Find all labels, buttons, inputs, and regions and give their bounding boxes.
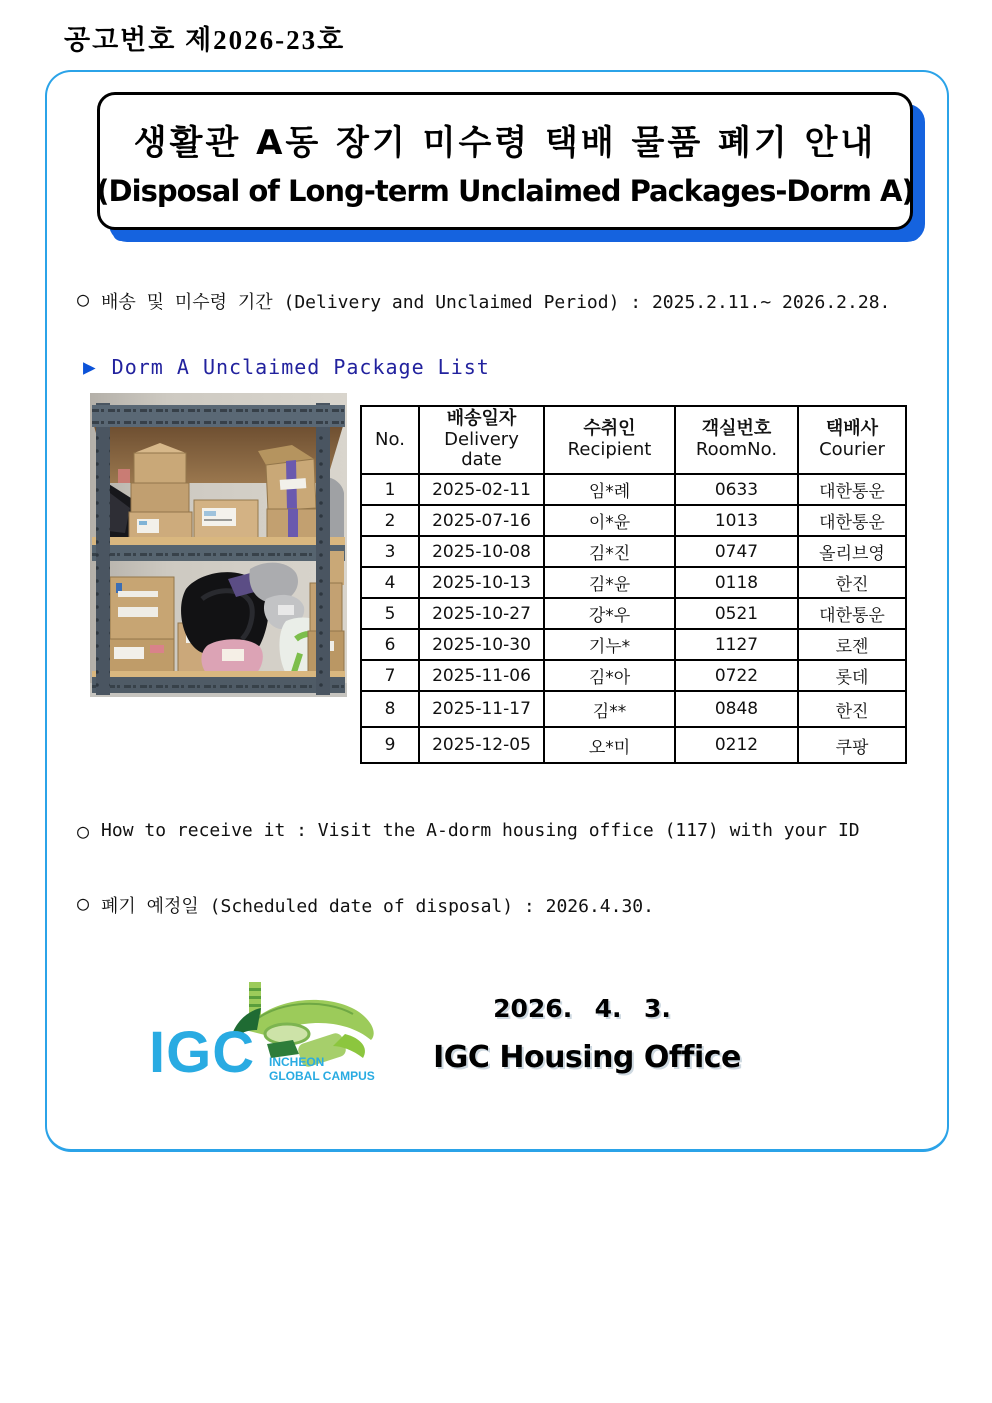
logo-acronym: IGC (149, 1020, 256, 1085)
title-box (97, 92, 913, 230)
cell-no: 8 (361, 691, 419, 727)
cell-room-no: 1013 (675, 505, 798, 536)
cell-delivery-date: 2025-10-08 (419, 536, 544, 567)
cell-delivery-date: 2025-10-27 (419, 598, 544, 629)
cell-recipient: 임*례 (544, 474, 675, 505)
receive-line (77, 820, 860, 842)
table-row (361, 629, 906, 660)
cell-room-no: 0521 (675, 598, 798, 629)
table-row (361, 505, 906, 536)
igc-logo-graphic (149, 978, 389, 1090)
cell-courier: 한진 (798, 567, 906, 598)
table-row (361, 598, 906, 629)
cell-no: 4 (361, 567, 419, 598)
logo-campus-line2: GLOBAL CAMPUS (269, 1069, 375, 1083)
logo-campus-line1: INCHEON (269, 1055, 325, 1069)
table-row (361, 567, 906, 598)
table-row (361, 660, 906, 691)
period-text: 배송 및 미수령 기간 (Delivery and Unclaimed Period) : 2025.2.11.~ 2026.2.28. (101, 292, 891, 313)
cell-room-no: 0747 (675, 536, 798, 567)
cell-room-no: 0118 (675, 567, 798, 598)
circle-bullet-icon: ○ (77, 819, 90, 843)
column-header-courier: 택배사 Courier (798, 406, 906, 474)
cell-delivery-date: 2025-02-11 (419, 474, 544, 505)
cell-delivery-date: 2025-10-13 (419, 567, 544, 598)
column-header-room-no: 객실번호 RoomNo. (675, 406, 798, 474)
cell-no: 9 (361, 727, 419, 763)
cell-courier: 로젠 (798, 629, 906, 660)
package-list-label-line (83, 355, 490, 379)
triangle-bullet-icon: ▶ (83, 355, 96, 379)
cell-recipient: 이*윤 (544, 505, 675, 536)
cell-recipient: 강*우 (544, 598, 675, 629)
package-list-label: Dorm A Unclaimed Package List (111, 355, 490, 379)
table-row (361, 727, 906, 763)
cell-delivery-date: 2025-12-05 (419, 727, 544, 763)
cell-room-no: 1127 (675, 629, 798, 660)
cell-recipient: 김*윤 (544, 567, 675, 598)
packages-photo (90, 393, 347, 697)
cell-no: 7 (361, 660, 419, 691)
document-frame (45, 70, 949, 1152)
cell-room-no: 0212 (675, 727, 798, 763)
footer-office: IGC Housing Office (433, 1040, 741, 1075)
column-header-delivery-date: 배송일자 Delivery date (419, 406, 544, 474)
disposal-text: 폐기 예정일 (Scheduled date of disposal) : 2026.4.30. (101, 896, 654, 917)
cell-no: 3 (361, 536, 419, 567)
receive-text: How to receive it : Visit the A-dorm housing office (117) with your ID (101, 820, 860, 841)
cell-no: 5 (361, 598, 419, 629)
cell-recipient: 오*미 (544, 727, 675, 763)
cell-courier: 대한통운 (798, 598, 906, 629)
table-row (361, 536, 906, 567)
disposal-line (77, 892, 654, 918)
cell-no: 1 (361, 474, 419, 505)
cell-delivery-date: 2025-11-17 (419, 691, 544, 727)
igc-logo (149, 978, 389, 1090)
cell-recipient: 기누* (544, 629, 675, 660)
period-line (77, 288, 890, 314)
notice-number: 공고번호 제2026-23호 (64, 25, 346, 55)
circle-bullet-icon: ○ (77, 287, 90, 311)
table-row (361, 474, 906, 505)
cell-courier: 롯데 (798, 660, 906, 691)
cell-courier: 한진 (798, 691, 906, 727)
cell-courier: 대한통운 (798, 474, 906, 505)
title-korean: 생활관 A동 장기 미수령 택배 물품 폐기 안내 (133, 122, 877, 163)
cell-no: 6 (361, 629, 419, 660)
column-header-no: No. (361, 406, 419, 474)
cell-room-no: 0722 (675, 660, 798, 691)
cell-courier: 올리브영 (798, 536, 906, 567)
cell-no: 2 (361, 505, 419, 536)
table-header-row (361, 406, 906, 474)
cell-recipient: 김*진 (544, 536, 675, 567)
table-row (361, 691, 906, 727)
cell-delivery-date: 2025-07-16 (419, 505, 544, 536)
circle-bullet-icon: ○ (77, 891, 90, 915)
cell-delivery-date: 2025-11-06 (419, 660, 544, 691)
footer-date: 2026. 4. 3. (493, 994, 671, 1023)
title-english: (Disposal of Long-term Unclaimed Packages-Dorm A) (96, 173, 914, 208)
cell-courier: 대한통운 (798, 505, 906, 536)
package-table (360, 405, 907, 764)
cell-delivery-date: 2025-10-30 (419, 629, 544, 660)
column-header-recipient: 수취인 Recipient (544, 406, 675, 474)
cell-room-no: 0633 (675, 474, 798, 505)
cell-recipient: 김*아 (544, 660, 675, 691)
cell-room-no: 0848 (675, 691, 798, 727)
packages-photo-graphic (90, 393, 347, 697)
cell-courier: 쿠팡 (798, 727, 906, 763)
cell-recipient: 김** (544, 691, 675, 727)
